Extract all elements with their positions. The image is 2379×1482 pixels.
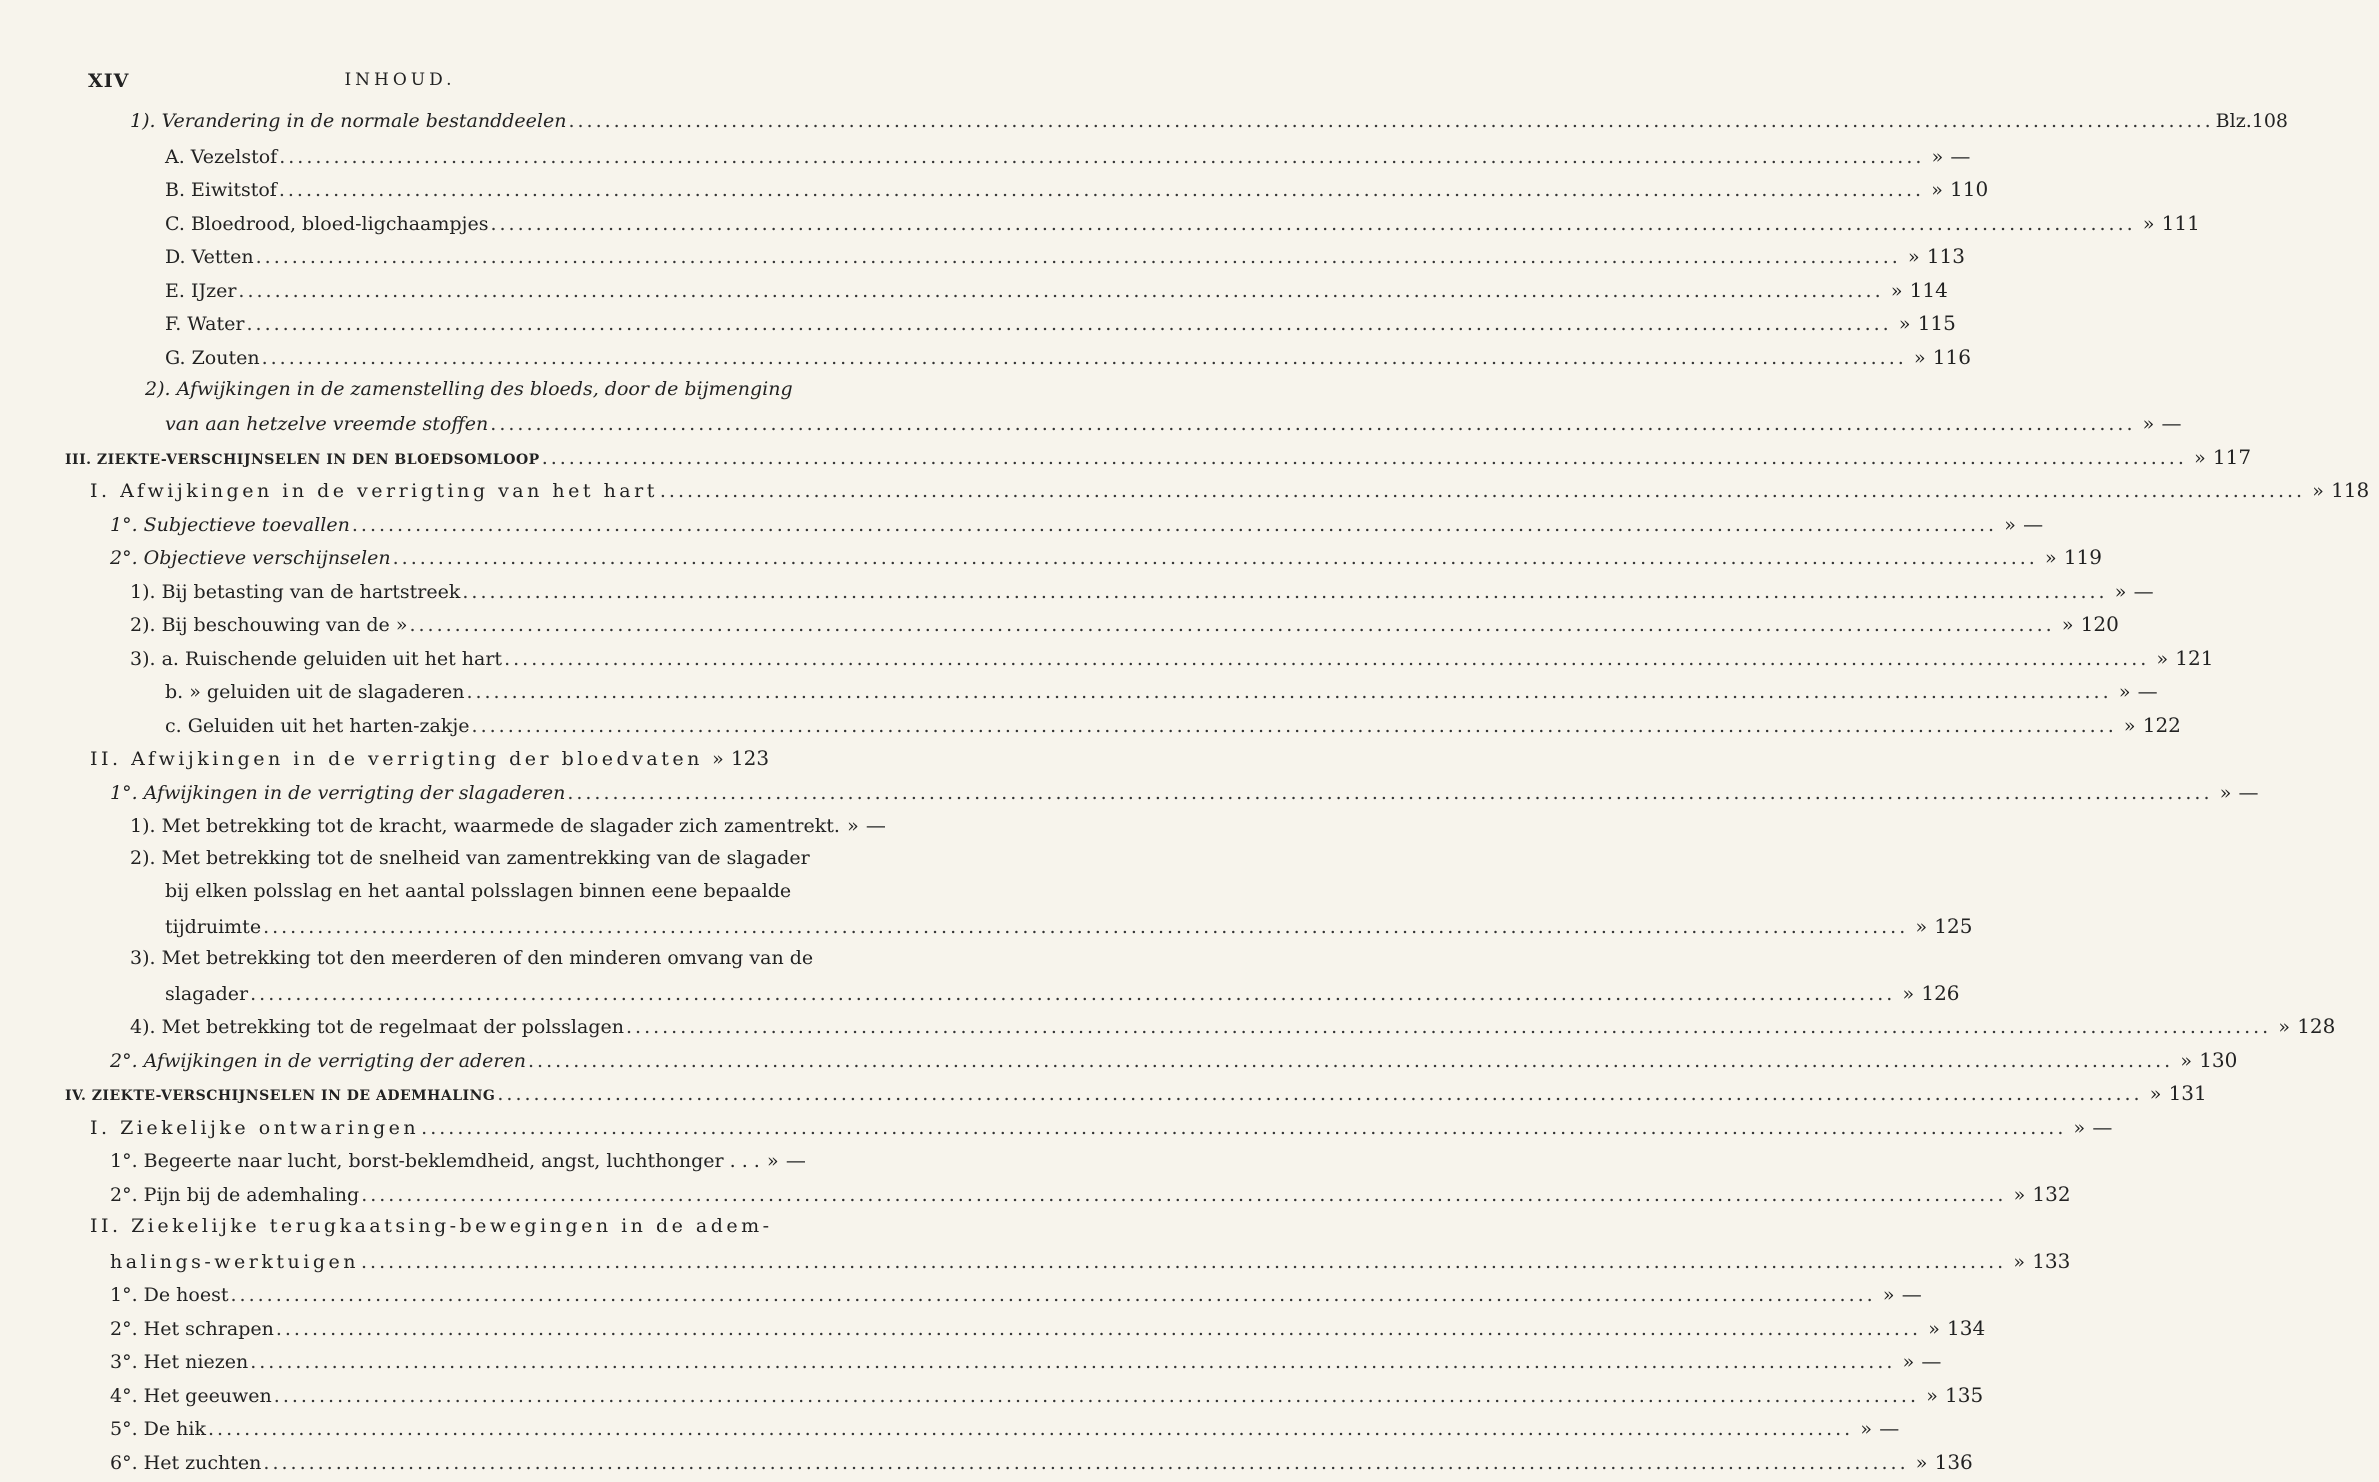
toc-entry-title: 2). Met betrekking tot de snelheid van zamentrekking van de slagader — [130, 847, 810, 869]
dot-leader — [238, 280, 1883, 302]
toc-entry-title: tijdruimte — [165, 916, 262, 938]
toc-entry — [110, 1048, 2238, 1080]
dot-leader — [279, 146, 1924, 168]
ditto-mark: » — [2149, 1083, 2162, 1105]
toc-entry-title: van aan hetzelve vreemde stoffen — [165, 413, 489, 435]
toc-entry-page: 110 — [1950, 177, 1989, 201]
toc-entry-title: D. Vetten — [165, 246, 254, 268]
dot-leader — [361, 1251, 2006, 1273]
toc-entry-page: — — [2137, 679, 2158, 703]
dot-leader — [393, 547, 2038, 569]
dot-leader — [250, 1351, 1895, 1373]
toc-entry-title: II. Ziekelijke terugkaatsing-bewegingen in de adem- — [90, 1215, 773, 1237]
toc-entry — [145, 378, 793, 410]
dot-leader — [246, 313, 1891, 335]
toc-entry-title: 2°. Afwijkingen in de verrigting der aderen — [110, 1050, 526, 1072]
toc-entry — [110, 1316, 1986, 1348]
toc-entry-title: 1). Bij betasting van de hartstreek — [130, 581, 461, 603]
toc-entry-title: 5°. De hik — [110, 1418, 207, 1440]
toc-entry-page: 115 — [1917, 311, 1956, 335]
toc-entry-title: I. Afwijkingen in de verrigting van het hart — [90, 480, 658, 502]
dot-leader — [276, 1318, 1921, 1340]
toc-entry-title: 1). Met betrekking tot de kracht, waarmede de slagader zich zamentrekt. — [130, 815, 840, 837]
ditto-mark: » — [1890, 280, 1903, 302]
toc-entry-title: 2°. Objectieve verschijnselen — [110, 547, 391, 569]
toc-entry-title: b. » geluiden uit de slagaderen — [165, 681, 465, 703]
toc-entry — [165, 144, 1971, 176]
toc-entry — [165, 713, 2181, 745]
ditto-mark: » — [2142, 213, 2155, 235]
toc-entry — [130, 947, 814, 979]
toc-entry-title: 3). a. Ruischende geluiden uit het hart — [130, 648, 503, 670]
dot-leader — [409, 614, 2054, 636]
toc-entry-page: — — [785, 1148, 806, 1172]
toc-entry-title: 1°. Afwijkingen in de verrigting der slagaderen — [110, 782, 566, 804]
toc-entry-title: 2). Afwijkingen in de zamenstelling des bloeds, door de bijmenging — [145, 378, 793, 400]
toc-entry — [130, 847, 810, 879]
toc-entry-page: 122 — [2142, 713, 2181, 737]
toc-entry-title: 1). Verandering in de normale bestanddeelen — [130, 110, 567, 132]
toc-entry-title: E. IJzer — [165, 280, 237, 302]
dot-leader — [352, 514, 1997, 536]
toc-entry-page: Blz.108 — [2215, 110, 2289, 132]
toc-entry-title: C. Bloedrood, bloed-ligchaampjes — [165, 213, 489, 235]
toc-entry-page: 119 — [2063, 545, 2102, 569]
toc-entry-title: slagader — [165, 983, 249, 1005]
toc-entry — [110, 1249, 2071, 1281]
toc-entry — [130, 579, 2154, 611]
dot-leader — [421, 1117, 2066, 1139]
dot-leader — [250, 983, 1895, 1005]
toc-entry-title: III. ZIEKTE-VERSCHIJNSELEN IN DEN BLOEDSOMLOOP — [65, 452, 540, 468]
toc-entry — [165, 177, 1989, 209]
ditto-mark: » — [2219, 782, 2232, 804]
ditto-mark: » — [2123, 715, 2136, 737]
toc-entry — [165, 278, 1948, 310]
toc-entry — [130, 1014, 2336, 1046]
toc-entry-page: — — [2023, 512, 2044, 536]
toc-entry — [165, 311, 1956, 343]
ditto-mark: » — [1915, 1452, 1928, 1474]
toc-entry-page: — — [1879, 1416, 1900, 1440]
toc-entry-title: I. Ziekelijke ontwaringen — [90, 1117, 420, 1139]
ditto-mark: » — [1928, 1318, 1940, 1340]
toc-entry-title: F. Water — [165, 313, 245, 335]
ditto-mark: » — [1882, 1284, 1895, 1306]
toc-entry-title: B. Eiwitstof — [165, 179, 277, 201]
ditto-mark: » — [2278, 1016, 2290, 1038]
ditto-mark: » — [2180, 1050, 2193, 1072]
dot-leader — [567, 782, 2212, 804]
toc-entry — [90, 478, 2370, 510]
dot-leader — [256, 246, 1901, 268]
ditto-mark: » — [2194, 447, 2206, 469]
dot-leader — [262, 347, 1907, 369]
ditto-mark: » — [2114, 581, 2127, 603]
toc-entry-title: 1°. De hoest — [110, 1284, 229, 1306]
toc-entry-page: 117 — [2212, 445, 2252, 469]
toc-entry-page: — — [865, 813, 886, 837]
toc-entry-page: — — [2092, 1115, 2113, 1139]
dot-leader — [528, 1050, 2173, 1072]
toc-entry-title: IV. ZIEKTE-VERSCHIJNSELEN IN DE ADEMHALING — [65, 1088, 496, 1104]
ditto-mark: » — [1908, 246, 1920, 268]
toc-entry — [90, 746, 768, 778]
toc-entry — [130, 813, 886, 845]
toc-entry — [130, 612, 2119, 644]
toc-entry-page: — — [1901, 1282, 1922, 1306]
toc-entry-title: 4°. Het geeuwen — [110, 1385, 272, 1407]
toc-entry — [110, 1416, 1900, 1448]
dot-leader — [462, 581, 2107, 603]
toc-entry — [165, 211, 2200, 243]
ditto-mark: » — [712, 748, 724, 770]
toc-entry-page: 116 — [1932, 345, 1971, 369]
ditto-mark: » — [2312, 480, 2324, 502]
toc-entry-title: 6°. Het zuchten — [110, 1452, 262, 1474]
toc-entry-title: 2°. Het schrapen — [110, 1318, 274, 1340]
toc-entry — [90, 1215, 773, 1247]
dot-leader — [231, 1284, 1876, 1306]
toc-entry-page: 121 — [2175, 646, 2214, 670]
ditto-mark: » — [2156, 648, 2169, 670]
ditto-mark: » — [847, 815, 859, 837]
toc-entry — [110, 1182, 2071, 1214]
toc-entry-page: 135 — [1945, 1383, 1984, 1407]
toc-entry-page: 133 — [2032, 1249, 2071, 1273]
dot-leader — [208, 1418, 1853, 1440]
dot-leader — [263, 1452, 1908, 1474]
toc-entry — [110, 1282, 1922, 1314]
toc-entry — [65, 1081, 2207, 1113]
toc-entry — [165, 244, 1965, 276]
ditto-mark: » — [2013, 1184, 2026, 1206]
ditto-mark: » — [1860, 1418, 1873, 1440]
dot-leader — [568, 110, 2213, 132]
toc-entry — [65, 445, 2252, 477]
toc-entry-title: 2°. Pijn bij de ademhaling — [110, 1184, 360, 1206]
toc-entry-title: 2). Bij beschouwing van de » — [130, 614, 408, 636]
toc-entry-page: 131 — [2168, 1081, 2207, 1105]
toc-entry-page: 128 — [2297, 1014, 2336, 1038]
toc-entry-title: 3). Met betrekking tot den meerderen of den minderen omvang van de — [130, 947, 814, 969]
dot-leader — [490, 413, 2135, 435]
toc-entry-title: halings-werktuigen — [110, 1251, 359, 1273]
dot-leader — [263, 916, 1908, 938]
toc-entry — [110, 780, 2259, 812]
dot-leader — [542, 447, 2187, 469]
toc-entry-title: A. Vezelstof — [165, 146, 278, 168]
dot-leader — [472, 715, 2117, 737]
toc-entry-page: 132 — [2032, 1182, 2071, 1206]
toc-entry — [110, 1383, 1984, 1415]
dot-leader — [361, 1184, 2006, 1206]
dot-leader — [497, 1083, 2142, 1105]
toc-entry-page: — — [1950, 144, 1971, 168]
ditto-mark: » — [2004, 514, 2016, 536]
toc-entry — [165, 981, 1960, 1013]
toc-entry-title: bij elken polsslag en het aantal polsslagen binnen eene bepaalde — [165, 880, 792, 902]
toc-entry — [110, 1349, 1942, 1381]
toc-entry-page: 136 — [1934, 1450, 1973, 1474]
toc-entry-page: — — [1921, 1349, 1942, 1373]
toc-entry-page: 118 — [2331, 478, 2370, 502]
ditto-mark: » — [1902, 983, 1915, 1005]
ditto-mark: » — [2073, 1117, 2086, 1139]
toc-entry-page: 111 — [2161, 211, 2200, 235]
ditto-mark: » — [2061, 614, 2074, 636]
toc-entry-page: 114 — [1909, 278, 1948, 302]
dot-leader — [660, 480, 2305, 502]
toc-entry-title: c. Geluiden uit het harten-zakje — [165, 715, 470, 737]
toc-entry-title: 3°. Het niezen — [110, 1351, 249, 1373]
toc-entry — [110, 512, 2044, 544]
ditto-mark: » — [1902, 1351, 1915, 1373]
dot-leader — [504, 648, 2149, 670]
page-header — [0, 70, 800, 100]
toc-entry-page: 113 — [1926, 244, 1965, 268]
dot-leader — [274, 1385, 1919, 1407]
ditto-mark: » — [2142, 413, 2155, 435]
toc-entry-page: 130 — [2199, 1048, 2238, 1072]
toc-entry-page: 123 — [730, 746, 770, 770]
ditto-mark: » — [767, 1150, 779, 1172]
ditto-mark: » — [2118, 681, 2131, 703]
toc-entry — [165, 914, 1973, 946]
dot-leader — [279, 179, 1924, 201]
toc-entry — [165, 411, 2182, 443]
toc-entry-page: 126 — [1921, 981, 1960, 1005]
ditto-mark: » — [2045, 547, 2057, 569]
dot-leader — [466, 681, 2111, 703]
dot-leader — [626, 1016, 2271, 1038]
ditto-mark: » — [1915, 916, 1928, 938]
ditto-mark: » — [1931, 179, 1943, 201]
toc-entry — [130, 110, 2289, 142]
toc-entry-page: 120 — [2080, 612, 2119, 636]
ditto-mark: » — [1926, 1385, 1938, 1407]
toc-entry-page: 125 — [1934, 914, 1973, 938]
toc-entry — [110, 1148, 806, 1180]
toc-entry — [130, 646, 2214, 678]
toc-entry-page: — — [2238, 780, 2259, 804]
toc-entry-page: — — [2161, 411, 2182, 435]
toc-entry — [165, 679, 2158, 711]
toc-entry — [90, 1115, 2113, 1147]
page-number: XIV — [88, 70, 130, 92]
toc-entry-page: — — [2133, 579, 2154, 603]
toc-entry-title: 1°. Subjectieve toevallen — [110, 514, 350, 536]
toc-entry — [110, 545, 2102, 577]
toc-entry — [165, 880, 792, 912]
toc-entry-title: 4). Met betrekking tot de regelmaat der polsslagen — [130, 1016, 624, 1038]
ditto-mark: » — [1931, 146, 1944, 168]
toc-entry — [165, 345, 1971, 377]
toc-entry-title: 1°. Begeerte naar lucht, borst-beklemdheid, angst, luchthonger . . . — [110, 1150, 760, 1172]
dot-leader — [490, 213, 2135, 235]
ditto-mark: » — [2013, 1251, 2025, 1273]
ditto-mark: » — [1898, 313, 1911, 335]
toc-entry-title: G. Zouten — [165, 347, 260, 369]
toc-entry-page: 134 — [1947, 1316, 1986, 1340]
toc-entry — [110, 1450, 1973, 1482]
running-title: INHOUD. — [344, 70, 456, 90]
ditto-mark: » — [1913, 347, 1926, 369]
toc-entry-title: II. Afwijkingen in de verrigting der bloedvaten — [90, 748, 703, 770]
